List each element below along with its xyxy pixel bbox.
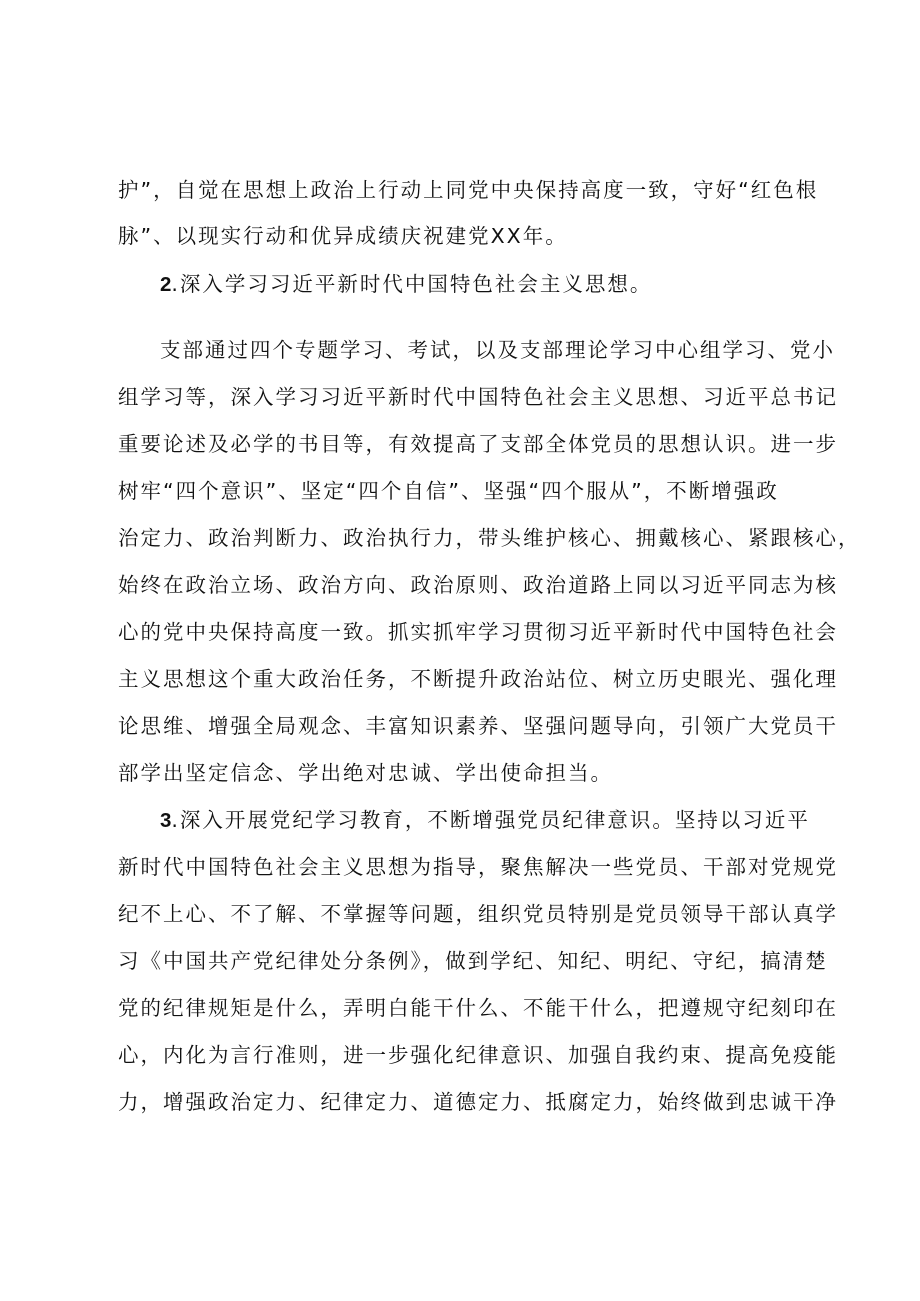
text-line: 始终在政治立场、政治方向、政治原则、政治道路上同以习近平同志为核 xyxy=(118,573,838,597)
text-line: 护”，自觉在思想上政治上行动上同党中央保持高度一致，守好“红色根 xyxy=(118,178,819,202)
text-line: 纪不上心、不了解、不掌握等问题，组织党员特别是党员领导干部认真学 xyxy=(118,902,838,926)
text-line: 主义思想这个重大政治任务，不断提升政治站位、树立历史眼光、强化理 xyxy=(118,667,838,691)
text-line: 重要论述及必学的书目等，有效提高了支部全体党员的思想认识。进一步 xyxy=(118,432,838,456)
heading-line xyxy=(160,270,860,299)
text-line: 论思维、增强全局观念、丰富知识素养、坚强问题导向，引领广大党员干 xyxy=(118,714,838,738)
paragraph-3-first-line xyxy=(160,806,860,835)
text-line: 力，增强政治定力、纪律定力、道德定力、抵腐定力，始终做到忠诚干净 xyxy=(118,1090,838,1114)
text-line: 习《中国共产党纪律处分条例》，做到学纪、知纪、明纪、守纪，搞清楚 xyxy=(118,949,828,973)
text-line: 党的纪律规矩是什么，弄明白能干什么、不能干什么，把遵规守纪刻印在 xyxy=(118,996,838,1020)
item-number: 3 xyxy=(160,809,172,832)
text-line: 心，内化为言行准则，进一步强化纪律意识、加强自我约束、提高免疫能 xyxy=(118,1043,838,1067)
text-line: 新时代中国特色社会主义思想为指导，聚焦解决一些党员、干部对党规党 xyxy=(118,855,838,879)
text-line: .深入开展党纪学习教育，不断增强党员纪律意识。坚持以习近平 xyxy=(171,808,810,832)
text-line: 组学习等，深入学习习近平新时代中国特色社会主义思想、习近平总书记 xyxy=(118,385,838,409)
text-line: 部学出坚定信念、学出绝对忠诚、学出使命担当。 xyxy=(118,761,613,785)
text-line: 脉”、以现实行动和优异成绩庆祝建党XX年。 xyxy=(118,224,568,248)
text-line: 心的党中央保持高度一致。抓实抓牢学习贯彻习近平新时代中国特色社会 xyxy=(118,620,838,644)
heading-text: .深入学习习近平新时代中国特色社会主义思想。 xyxy=(171,272,653,296)
text-line: 支部通过四个专题学习、考试，以及支部理论学习中心组学习、党小 xyxy=(160,338,835,362)
heading-number: 2 xyxy=(160,273,172,296)
text-line: 治定力、政治判断力、政治执行力，带头维护核心、拥戴核心、紧跟核心， xyxy=(118,526,861,550)
text-line: 树牢“四个意识”、坚定“四个自信”、坚强“四个服从”，不断增强政 xyxy=(118,479,779,503)
